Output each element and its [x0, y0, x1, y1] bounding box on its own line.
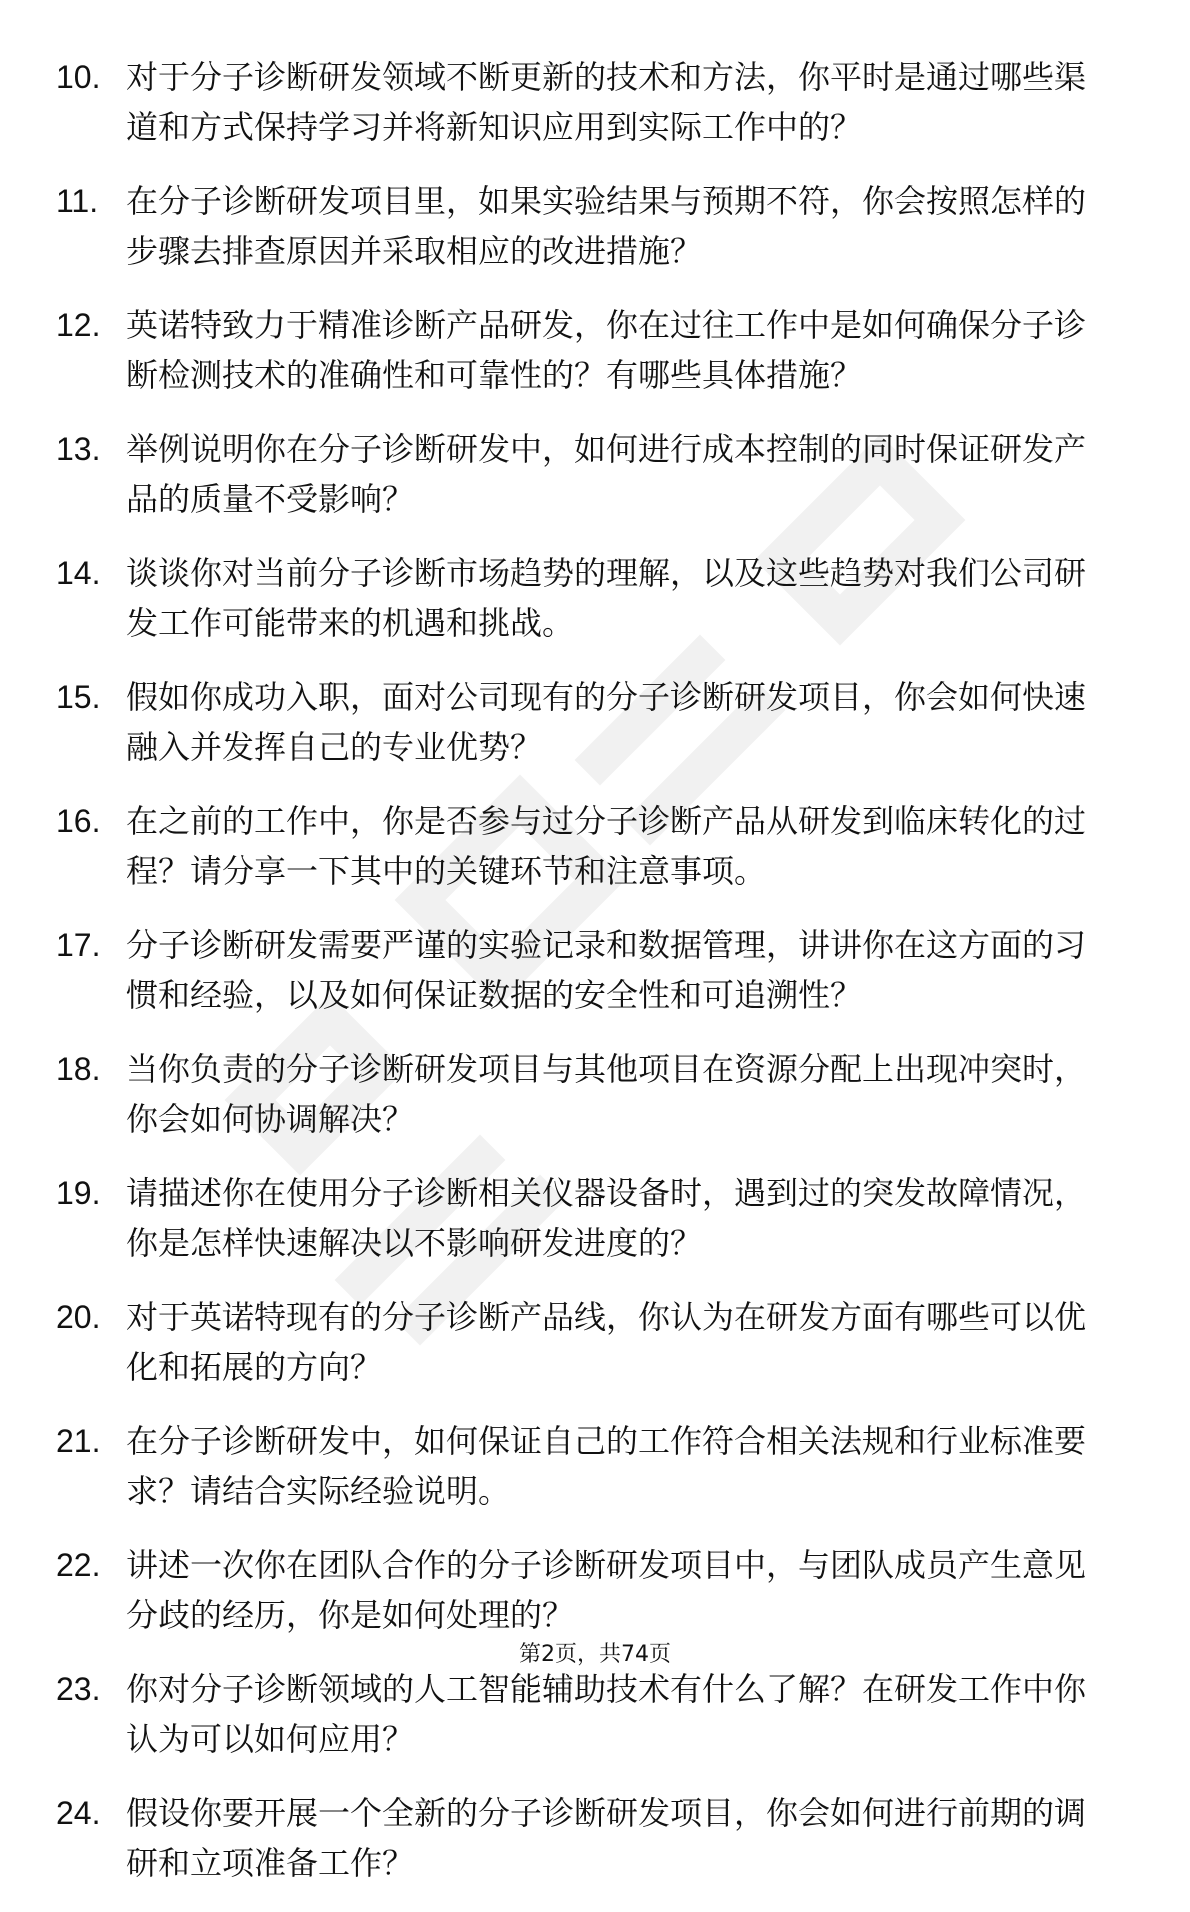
question-number: 24.: [56, 1795, 101, 1831]
question-text: 在之前的工作中，你是否参与过分子诊断产品从研发到临床转化的过程？请分享一下其中的关键环节和注意事项。: [126, 802, 1087, 890]
question-item: [56, 1664, 1116, 1764]
question-number: 21.: [56, 1423, 101, 1459]
question-text: 假如你成功入职，面对公司现有的分子诊断研发项目，你会如何快速融入并发挥自己的专业优势？: [126, 678, 1087, 766]
page-number-label: 第2页，共74页: [519, 1642, 671, 1667]
question-number: 13.: [56, 431, 101, 467]
question-text: 举例说明你在分子诊断研发中，如何进行成本控制的同时保证研发产品的质量不受影响？: [126, 430, 1087, 518]
question-number: 10.: [56, 59, 101, 95]
question-number: 15.: [56, 679, 101, 715]
question-text: 对于英诺特现有的分子诊断产品线，你认为在研发方面有哪些可以优化和拓展的方向？: [126, 1298, 1087, 1386]
question-item: [56, 1416, 1116, 1516]
page-footer: [0, 1640, 1190, 1670]
question-number: 14.: [56, 555, 101, 591]
question-item: [56, 548, 1116, 648]
question-number: 19.: [56, 1175, 101, 1211]
question-item: [56, 1788, 1116, 1888]
question-number: 23.: [56, 1671, 101, 1707]
question-text: 请描述你在使用分子诊断相关仪器设备时，遇到过的突发故障情况，你是怎样快速解决以不影响研发进度的？: [126, 1174, 1087, 1262]
question-item: [56, 300, 1116, 400]
question-item: [56, 920, 1116, 1020]
question-text: 对于分子诊断研发领域不断更新的技术和方法，你平时是通过哪些渠道和方式保持学习并将新知识应用到实际工作中的？: [126, 58, 1087, 146]
question-number: 16.: [56, 803, 101, 839]
question-item: [56, 1168, 1116, 1268]
question-item: [56, 176, 1116, 276]
question-item: [56, 672, 1116, 772]
question-text: 假设你要开展一个全新的分子诊断研发项目，你会如何进行前期的调研和立项准备工作？: [126, 1794, 1087, 1882]
question-text: 当你负责的分子诊断研发项目与其他项目在资源分配上出现冲突时，你会如何协调解决？: [126, 1050, 1087, 1138]
question-text: 分子诊断研发需要严谨的实验记录和数据管理，讲讲你在这方面的习惯和经验，以及如何保证数据的安全性和可追溯性？: [126, 926, 1087, 1014]
question-text: 英诺特致力于精准诊断产品研发，你在过往工作中是如何确保分子诊断检测技术的准确性和可靠性的？有哪些具体措施？: [126, 306, 1087, 394]
question-text: 你对分子诊断领域的人工智能辅助技术有什么了解？在研发工作中你认为可以如何应用？: [126, 1670, 1087, 1758]
question-item: [56, 796, 1116, 896]
question-item: [56, 424, 1116, 524]
question-item: [56, 1044, 1116, 1144]
question-number: 12.: [56, 307, 101, 343]
question-text: 在分子诊断研发项目里，如果实验结果与预期不符，你会按照怎样的步骤去排查原因并采取相应的改进措施？: [126, 182, 1087, 270]
question-number: 18.: [56, 1051, 101, 1087]
question-list: [56, 52, 1116, 1912]
question-number: 17.: [56, 927, 101, 963]
question-number: 20.: [56, 1299, 101, 1335]
question-item: [56, 1540, 1116, 1640]
question-text: 在分子诊断研发中，如何保证自己的工作符合相关法规和行业标准要求？请结合实际经验说明。: [126, 1422, 1087, 1510]
question-item: [56, 52, 1116, 152]
question-item: [56, 1292, 1116, 1392]
question-number: 11.: [56, 183, 99, 219]
question-text: 讲述一次你在团队合作的分子诊断研发项目中，与团队成员产生意见分歧的经历，你是如何处理的？: [126, 1546, 1087, 1634]
question-number: 22.: [56, 1547, 101, 1583]
question-text: 谈谈你对当前分子诊断市场趋势的理解，以及这些趋势对我们公司研发工作可能带来的机遇和挑战。: [126, 554, 1087, 642]
